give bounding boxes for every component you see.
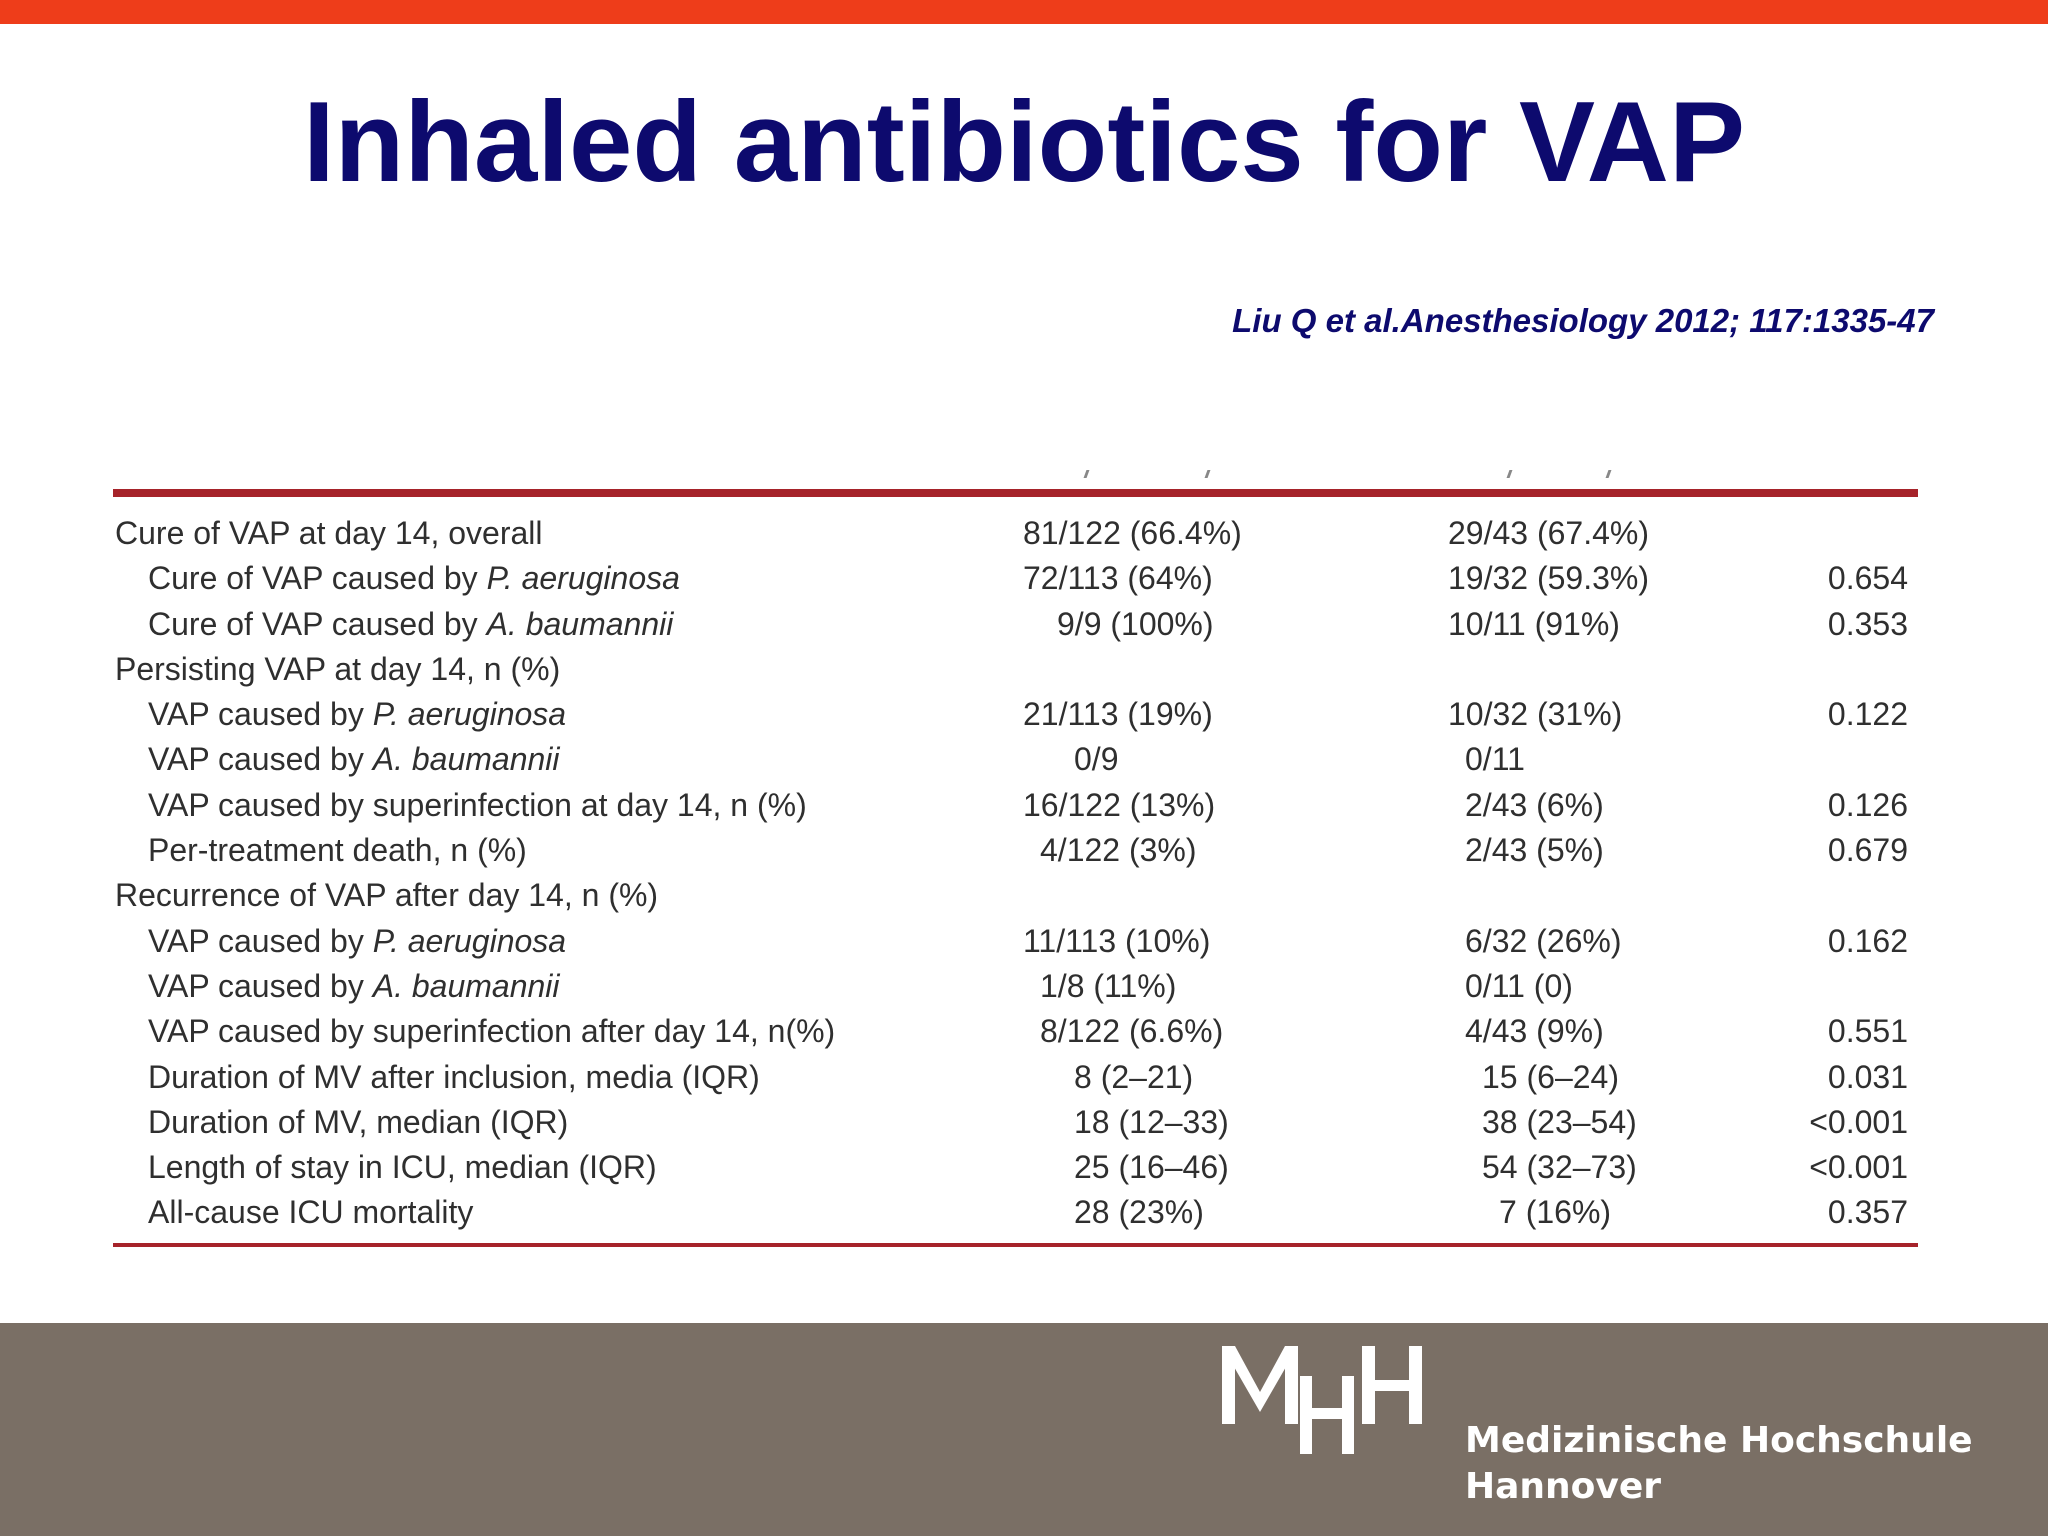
row-label (115, 873, 658, 918)
institution-line-2: Hannover (1465, 1466, 1662, 1507)
header-tick-mark (1507, 470, 1513, 478)
p-value: 0.654 (1827, 560, 1908, 597)
row-label (148, 1100, 568, 1145)
control-group-value: 54 (32–73) (1482, 1149, 1637, 1186)
organism-name: P. aeruginosa (372, 696, 567, 733)
inhaled-group-value: 1/8 (11%) (1040, 967, 1177, 1004)
p-value: 0.162 (1827, 922, 1908, 959)
organism-name: A. baumannii (486, 605, 674, 642)
table-row (113, 1100, 1918, 1145)
row-label (148, 783, 807, 828)
row-label-text: Duration of MV after inclusion, media (IQR) (148, 1058, 760, 1095)
table-top-rule (113, 489, 1918, 497)
institution-name (1465, 1418, 1973, 1510)
mhh-logo-icon (1222, 1342, 1442, 1457)
p-value: 0.551 (1827, 1013, 1908, 1050)
table-row (113, 602, 1918, 647)
row-label (148, 737, 560, 782)
table-row (113, 692, 1918, 737)
table-row (113, 873, 1918, 918)
p-value: <0.001 (1809, 1103, 1908, 1140)
table-row (113, 964, 1918, 1009)
row-label (148, 1009, 835, 1054)
p-value: 0.353 (1827, 605, 1908, 642)
row-label-text: Cure of VAP caused by (148, 560, 487, 597)
p-value: 0.679 (1827, 832, 1908, 869)
control-group-value: 29/43 (67.4%) (1448, 515, 1650, 551)
table-bottom-rule (113, 1243, 1918, 1247)
institution-line-1: Medizinische Hochschule (1465, 1420, 1973, 1461)
control-group-value: 10/32 (31%) (1448, 696, 1623, 733)
row-label-text: VAP caused by (148, 696, 373, 733)
row-label-text: VAP caused by superinfection at day 14, n (%) (148, 786, 807, 823)
p-value: <0.001 (1809, 1149, 1908, 1186)
p-value: 0.126 (1827, 786, 1908, 823)
p-value: 0.031 (1827, 1058, 1908, 1095)
row-label-text: VAP caused by (148, 967, 373, 1004)
row-label-text: VAP caused by (148, 741, 373, 778)
header-tick-mark (1606, 470, 1612, 478)
row-label-text: VAP caused by superinfection after day 14, n(%) (148, 1013, 836, 1050)
row-label (148, 919, 566, 964)
row-label-text: Length of stay in ICU, median (IQR) (148, 1149, 657, 1186)
header-tick-mark (1084, 470, 1090, 478)
slide-title: Inhaled antibiotics for VAP (302, 79, 1746, 206)
organism-name: A. baumannii (372, 967, 560, 1004)
control-group-value: 2/43 (6%) (1465, 786, 1604, 823)
table-row (113, 1145, 1918, 1190)
row-label (148, 556, 680, 601)
table-row (113, 828, 1918, 873)
control-group-value: 2/43 (5%) (1465, 832, 1604, 869)
organism-name: P. aeruginosa (486, 560, 680, 597)
row-label (115, 511, 543, 556)
inhaled-group-value: 9/9 (100%) (1057, 605, 1214, 642)
table-row (113, 1055, 1918, 1100)
inhaled-group-value: 16/122 (13%) (1023, 786, 1216, 823)
row-label (115, 647, 560, 692)
table-row (113, 1190, 1918, 1235)
row-label-text: Persisting VAP at day 14, n (%) (115, 650, 561, 687)
table-row (113, 511, 1918, 556)
citation: Liu Q et al.Anesthesiology 2012; 117:1335-47 (1232, 302, 1934, 339)
table-row (113, 737, 1918, 782)
row-label-text: Per-treatment death, n (%) (148, 832, 527, 869)
control-group-value: 15 (6–24) (1482, 1058, 1619, 1095)
row-label-text: All-cause ICU mortality (148, 1194, 474, 1231)
row-label-text: VAP caused by (148, 922, 373, 959)
table-row (113, 647, 1918, 692)
header-tick-mark (1205, 470, 1211, 478)
inhaled-group-value: 18 (12–33) (1074, 1103, 1229, 1140)
inhaled-group-value: 25 (16–46) (1074, 1149, 1229, 1186)
row-label (148, 828, 527, 873)
row-label (148, 964, 560, 1009)
inhaled-group-value: 8/122 (6.6%) (1040, 1013, 1224, 1050)
organism-name: A. baumannii (372, 741, 560, 778)
row-label (148, 692, 566, 737)
control-group-value: 7 (16%) (1499, 1194, 1612, 1231)
inhaled-group-value: 0/9 (1074, 741, 1119, 778)
results-table (113, 511, 1918, 1236)
row-label (148, 1055, 760, 1100)
inhaled-group-value: 11/113 (10%) (1023, 922, 1211, 959)
control-group-value: 0/11 (1465, 741, 1525, 778)
inhaled-group-value: 28 (23%) (1074, 1194, 1204, 1231)
inhaled-group-value: 4/122 (3%) (1040, 832, 1197, 869)
table-row (113, 919, 1918, 964)
control-group-value: 10/11 (91%) (1448, 605, 1620, 642)
control-group-value: 0/11 (0) (1465, 967, 1573, 1004)
row-label (148, 1190, 473, 1235)
table-row (113, 1009, 1918, 1054)
row-label-text: Cure of VAP caused by (148, 605, 487, 642)
inhaled-group-value: 8 (2–21) (1074, 1058, 1194, 1095)
control-group-value: 4/43 (9%) (1465, 1013, 1604, 1050)
organism-name: P. aeruginosa (372, 922, 567, 959)
row-label-text: Cure of VAP at day 14, overall (115, 515, 543, 551)
row-label-text: Recurrence of VAP after day 14, n (%) (115, 877, 659, 914)
row-label-text: Duration of MV, median (IQR) (148, 1103, 569, 1140)
control-group-value: 19/32 (59.3%) (1448, 560, 1650, 597)
inhaled-group-value: 21/113 (19%) (1023, 696, 1213, 733)
table-row (113, 556, 1918, 601)
row-label (148, 602, 673, 647)
control-group-value: 38 (23–54) (1482, 1103, 1637, 1140)
control-group-value: 6/32 (26%) (1465, 922, 1622, 959)
row-label (148, 1145, 657, 1190)
p-value: 0.122 (1827, 696, 1908, 733)
p-value: 0.357 (1827, 1194, 1908, 1231)
table-row (113, 783, 1918, 828)
inhaled-group-value: 72/113 (64%) (1023, 560, 1213, 597)
top-accent-bar (0, 0, 2048, 24)
inhaled-group-value: 81/122 (66.4%) (1023, 515, 1242, 551)
